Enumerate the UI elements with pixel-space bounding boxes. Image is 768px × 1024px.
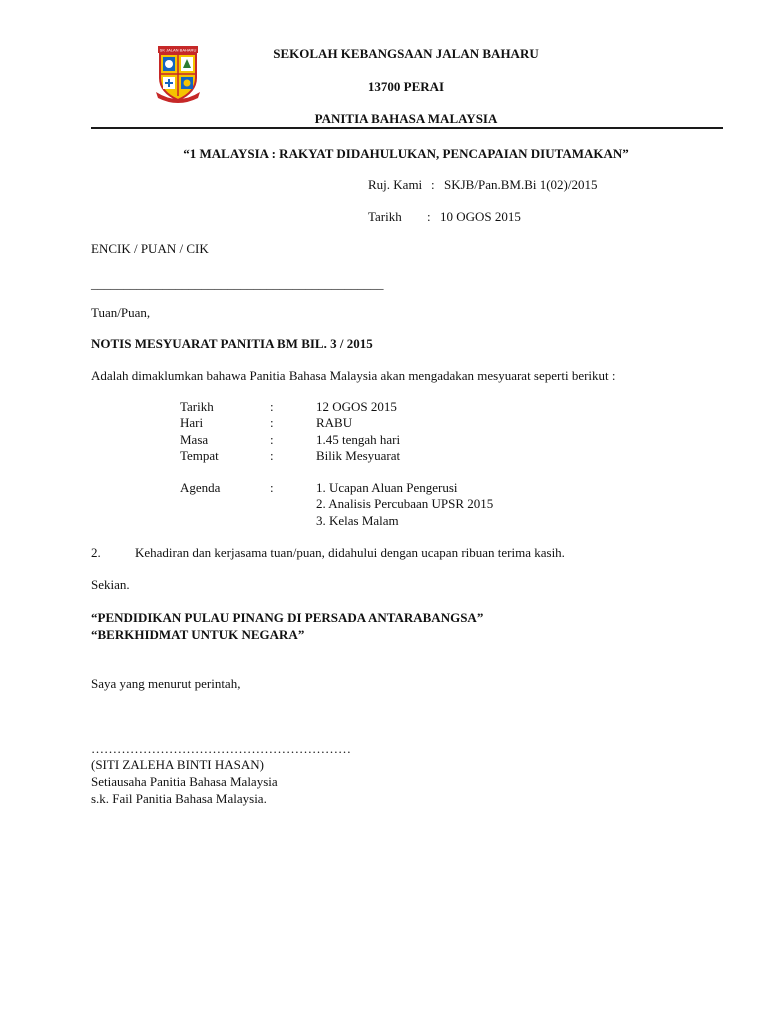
agenda-sep: : [270, 480, 274, 495]
signoff: Saya yang menurut perintah, [91, 676, 241, 691]
detail-label: Hari [180, 415, 204, 430]
agenda-item: 2. Analisis Percubaan UPSR 2015 [316, 496, 494, 511]
detail-value: 12 OGOS 2015 [316, 399, 397, 414]
detail-value: 1.45 tengah hari [316, 432, 401, 447]
reference-sep: : [431, 177, 435, 192]
reference-label: Ruj. Kami [368, 177, 423, 192]
paragraph-number: 2. [91, 545, 101, 560]
detail-value: RABU [316, 415, 353, 430]
signature-dots: …………………………………………………… [91, 741, 351, 756]
slogan: “1 MALAYSIA : RAKYAT DIDAHULUKAN, PENCAPAIAN DIUTAMAKAN” [183, 146, 629, 161]
reference-value: SKJB/Pan.BM.Bi 1(02)/2015 [444, 177, 598, 192]
motto-line-2: “BERKHIDMAT UNTUK NEGARA” [91, 627, 305, 642]
school-name: SEKOLAH KEBANGSAAN JALAN BAHARU [273, 46, 539, 61]
notice-title: NOTIS MESYUARAT PANITIA BM BIL. 3 / 2015 [91, 336, 373, 351]
copy-to: s.k. Fail Panitia Bahasa Malaysia. [91, 791, 267, 806]
motto-line-1: “PENDIDIKAN PULAU PINANG DI PERSADA ANTARABANGSA” [91, 610, 484, 625]
agenda-label: Agenda [180, 480, 221, 495]
header-divider [91, 127, 723, 129]
detail-label: Tarikh [180, 399, 214, 414]
paragraph-text: Kehadiran dan kerjasama tuan/puan, didahului dengan ucapan ribuan terima kasih. [135, 545, 565, 560]
recipient-salutation: ENCIK / PUAN / CIK [91, 241, 209, 256]
detail-label: Masa [180, 432, 209, 447]
detail-sep: : [270, 432, 274, 447]
panel-name: PANITIA BAHASA MALAYSIA [314, 111, 498, 126]
sekian: Sekian. [91, 577, 130, 592]
detail-label: Tempat [180, 448, 219, 463]
date-sep: : [427, 209, 431, 224]
school-postcode: 13700 PERAI [367, 79, 445, 94]
date-value: 10 OGOS 2015 [440, 209, 521, 224]
detail-sep: : [270, 448, 274, 463]
recipient-blank-line: _____________________________________________ [91, 276, 384, 291]
detail-value: Bilik Mesyuarat [316, 448, 401, 463]
agenda-item: 3. Kelas Malam [316, 513, 399, 528]
logo-banner-text: SK JALAN BAHARU [159, 47, 197, 53]
greeting: Tuan/Puan, [91, 305, 151, 320]
signer-name: (SITI ZALEHA BINTI HASAN) [91, 757, 264, 772]
agenda-item: 1. Ucapan Aluan Pengerusi [316, 480, 458, 495]
detail-sep: : [270, 415, 274, 430]
detail-sep: : [270, 399, 274, 414]
notice-intro: Adalah dimaklumkan bahawa Panitia Bahasa Malaysia akan mengadakan mesyuarat seperti berikut : [91, 368, 616, 383]
date-label: Tarikh [368, 209, 402, 224]
signer-position: Setiausaha Panitia Bahasa Malaysia [91, 774, 278, 789]
